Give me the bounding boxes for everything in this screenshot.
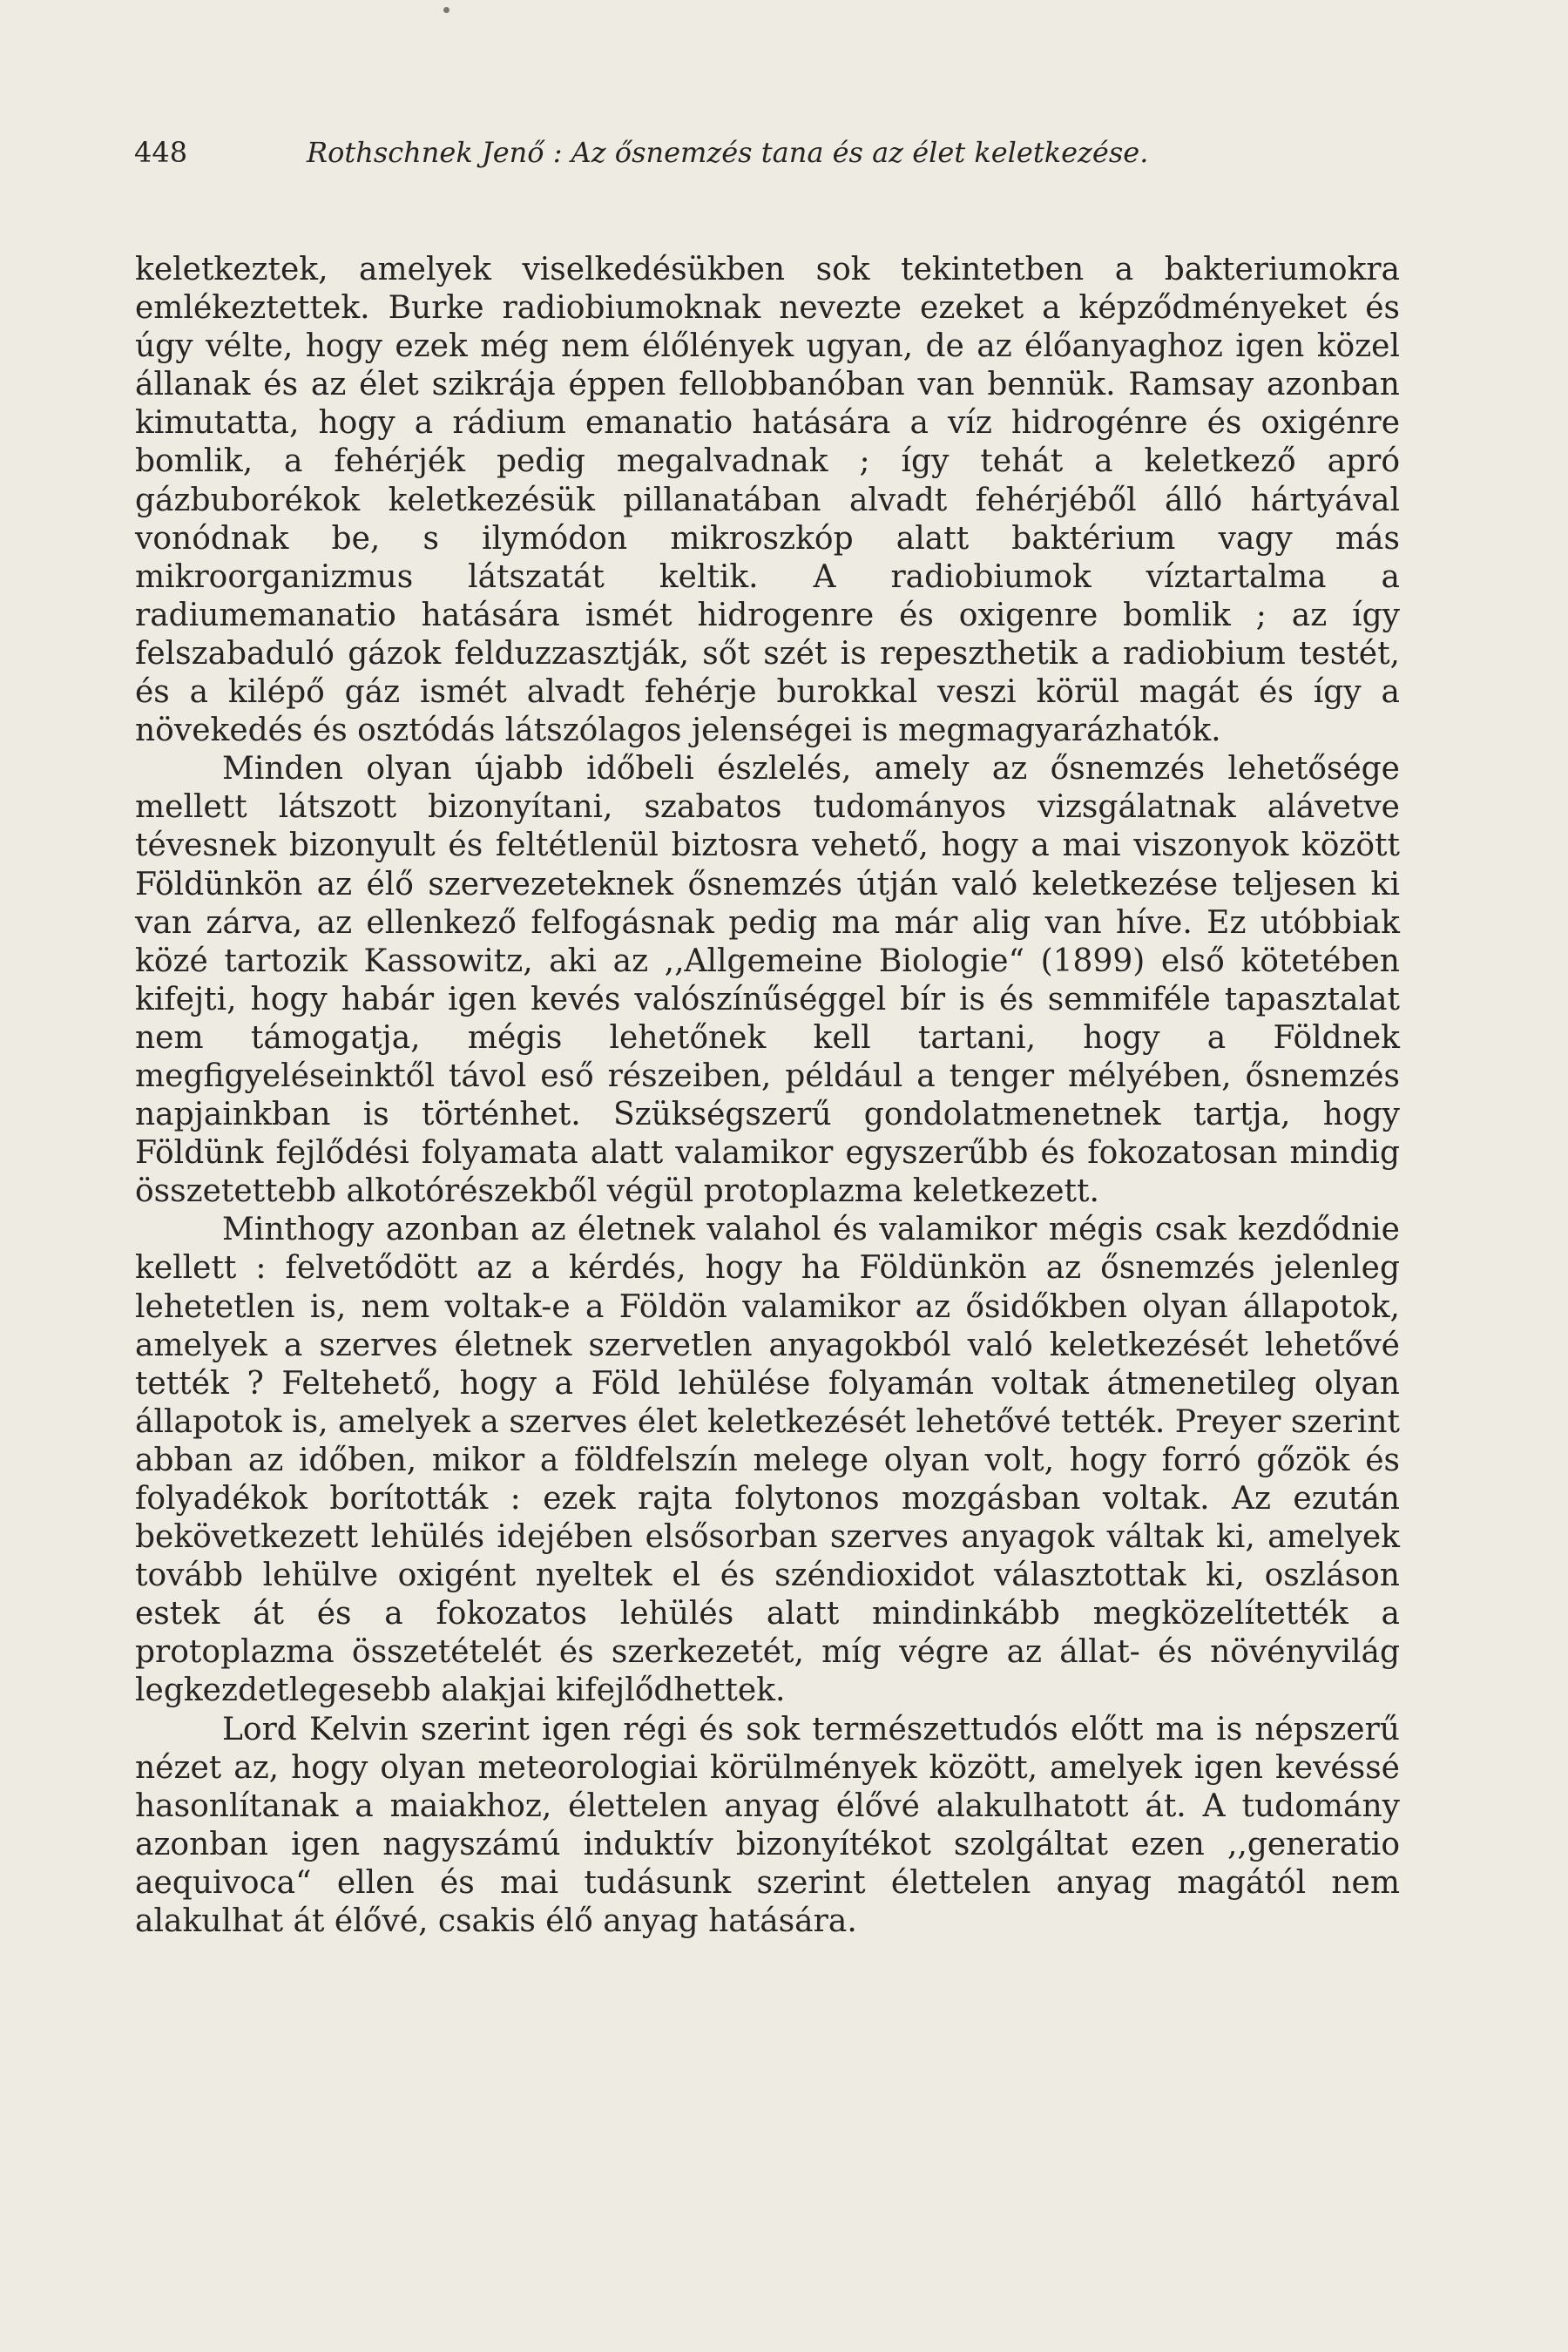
paragraph-continued: keletkeztek, amelyek viselkedésükben sok tekintetben a bakteriumokra emlékeztettek. Burke radiobiumoknak nevezte ezeket a képződményeket és úgy vélte, hogy ezek még nem élőlények ugyan, de az élőanyaghoz igen közel állanak és az élet szikrája éppen fellobbanóban van bennük. Ramsay azonban kimutatta, hogy a rádium emanatio hatására a víz hidrogénre és oxigénre bomlik, a fehérjék pedig megalvadnak ; így tehát a keletkező apró gázbuborékok keletkezésük pillanatában alvadt fehérjéből álló hártyával vonódnak be, s ilymódon mikroszkóp alatt baktérium vagy más mikroorganizmus látszatát keltik. A radiobiumok víztartalma a radiumemanatio hatására ismét hidrogenre és oxigenre bomlik ; az így felszabaduló gázok felduzzasztják, sőt szét is repeszthetik a radiobium testét, és a kilépő gáz ismét alvadt fehérje burokkal veszi körül magát és így a növekedés és osztódás látszólagos jelenségei is megmagyarázhatók. [135,252,1400,749]
running-title: Rothschnek Jenő : Az ősnemzés tana és az élet keletkezése. [307,136,1149,169]
body-text [135,251,1400,1941]
paragraph-lord-kelvin: Lord Kelvin szerint igen régi és sok természettudós előtt ma is népszerű nézet az, hogy olyan meteorologiai körülmények között, amelyek igen kevéssé hasonlítanak a maiakhoz, élettelen anyag élővé alakulhatott át. A tudomány azonban igen nagyszámú induktív bizonyítékot szolgáltat ezen ,,generatio aequivoca“ ellen és mai tudásunk szerint élettelen anyag magától nem alakulhat át élővé, csakis élő anyag hatására. [135,1711,1400,1940]
paragraph-minden-olyan: Minden olyan újabb időbeli észlelés, amely az ősnemzés lehetősége mellett látszott bizonyítani, szabatos tudományos vizsgálatnak alávetve tévesnek bizonyult és feltétlenül biztosra vehető, hogy a mai viszonyok között Földünkön az élő szervezeteknek ősnemzés útján való keletkezése teljesen ki van zárva, az ellenkező felfogásnak pedig ma már alig van híve. Ez utóbbiak közé tartozik Kassowitz, aki az ,,Allgemeine Biologie“ (1899) első kötetében kifejti, hogy habár igen kevés valószínűséggel bír is és semmiféle tapasztalat nem támogatja, mégis lehetőnek kell tartani, hogy a Földnek megfigyeléseinktől távol eső részeiben, például a tenger mélyében, ősnemzés napjainkban is történhet. Szükségszerű gondolatmenetnek tartja, hogy Földünk fejlődési folyamata alatt valamikor egyszerűbb és fokozatosan mindig összetettebb alkotórészekből végül protoplazma keletkezett. [135,751,1400,1210]
running-head [134,131,1441,174]
page-number: 448 [134,136,188,169]
print-speck [443,7,449,13]
paragraph-minthogy: Minthogy azonban az életnek valahol és valamikor mégis csak kezdődnie kellett : felvetődött az a kérdés, hogy ha Földünkön az ősnemzés jelenleg lehetetlen is, nem voltak-e a Földön valamikor az ősidőkben olyan állapotok, amelyek a szerves életnek szervetlen anyagokból való keletkezését lehetővé tették ? Feltehető, hogy a Föld lehülése folyamán voltak átmenetileg olyan állapotok is, amelyek a szerves élet keletkezését lehetővé tették. Preyer szerint abban az időben, mikor a földfelszín melege olyan volt, hogy forró gőzök és folyadékok borították : ezek rajta folytonos mozgásban voltak. Az ezután bekövetkezett lehülés idejében elsősorban szerves anyagok váltak ki, amelyek tovább lehülve oxigént nyeltek el és széndioxidot választottak ki, oszláson estek át és a fokozatos lehülés alatt mindinkább megközelítették a protoplazma összetételét és szerkezetét, míg végre az állat- és növényvilág legkezdetlegesebb alakjai kifejlődhettek. [135,1212,1400,1709]
